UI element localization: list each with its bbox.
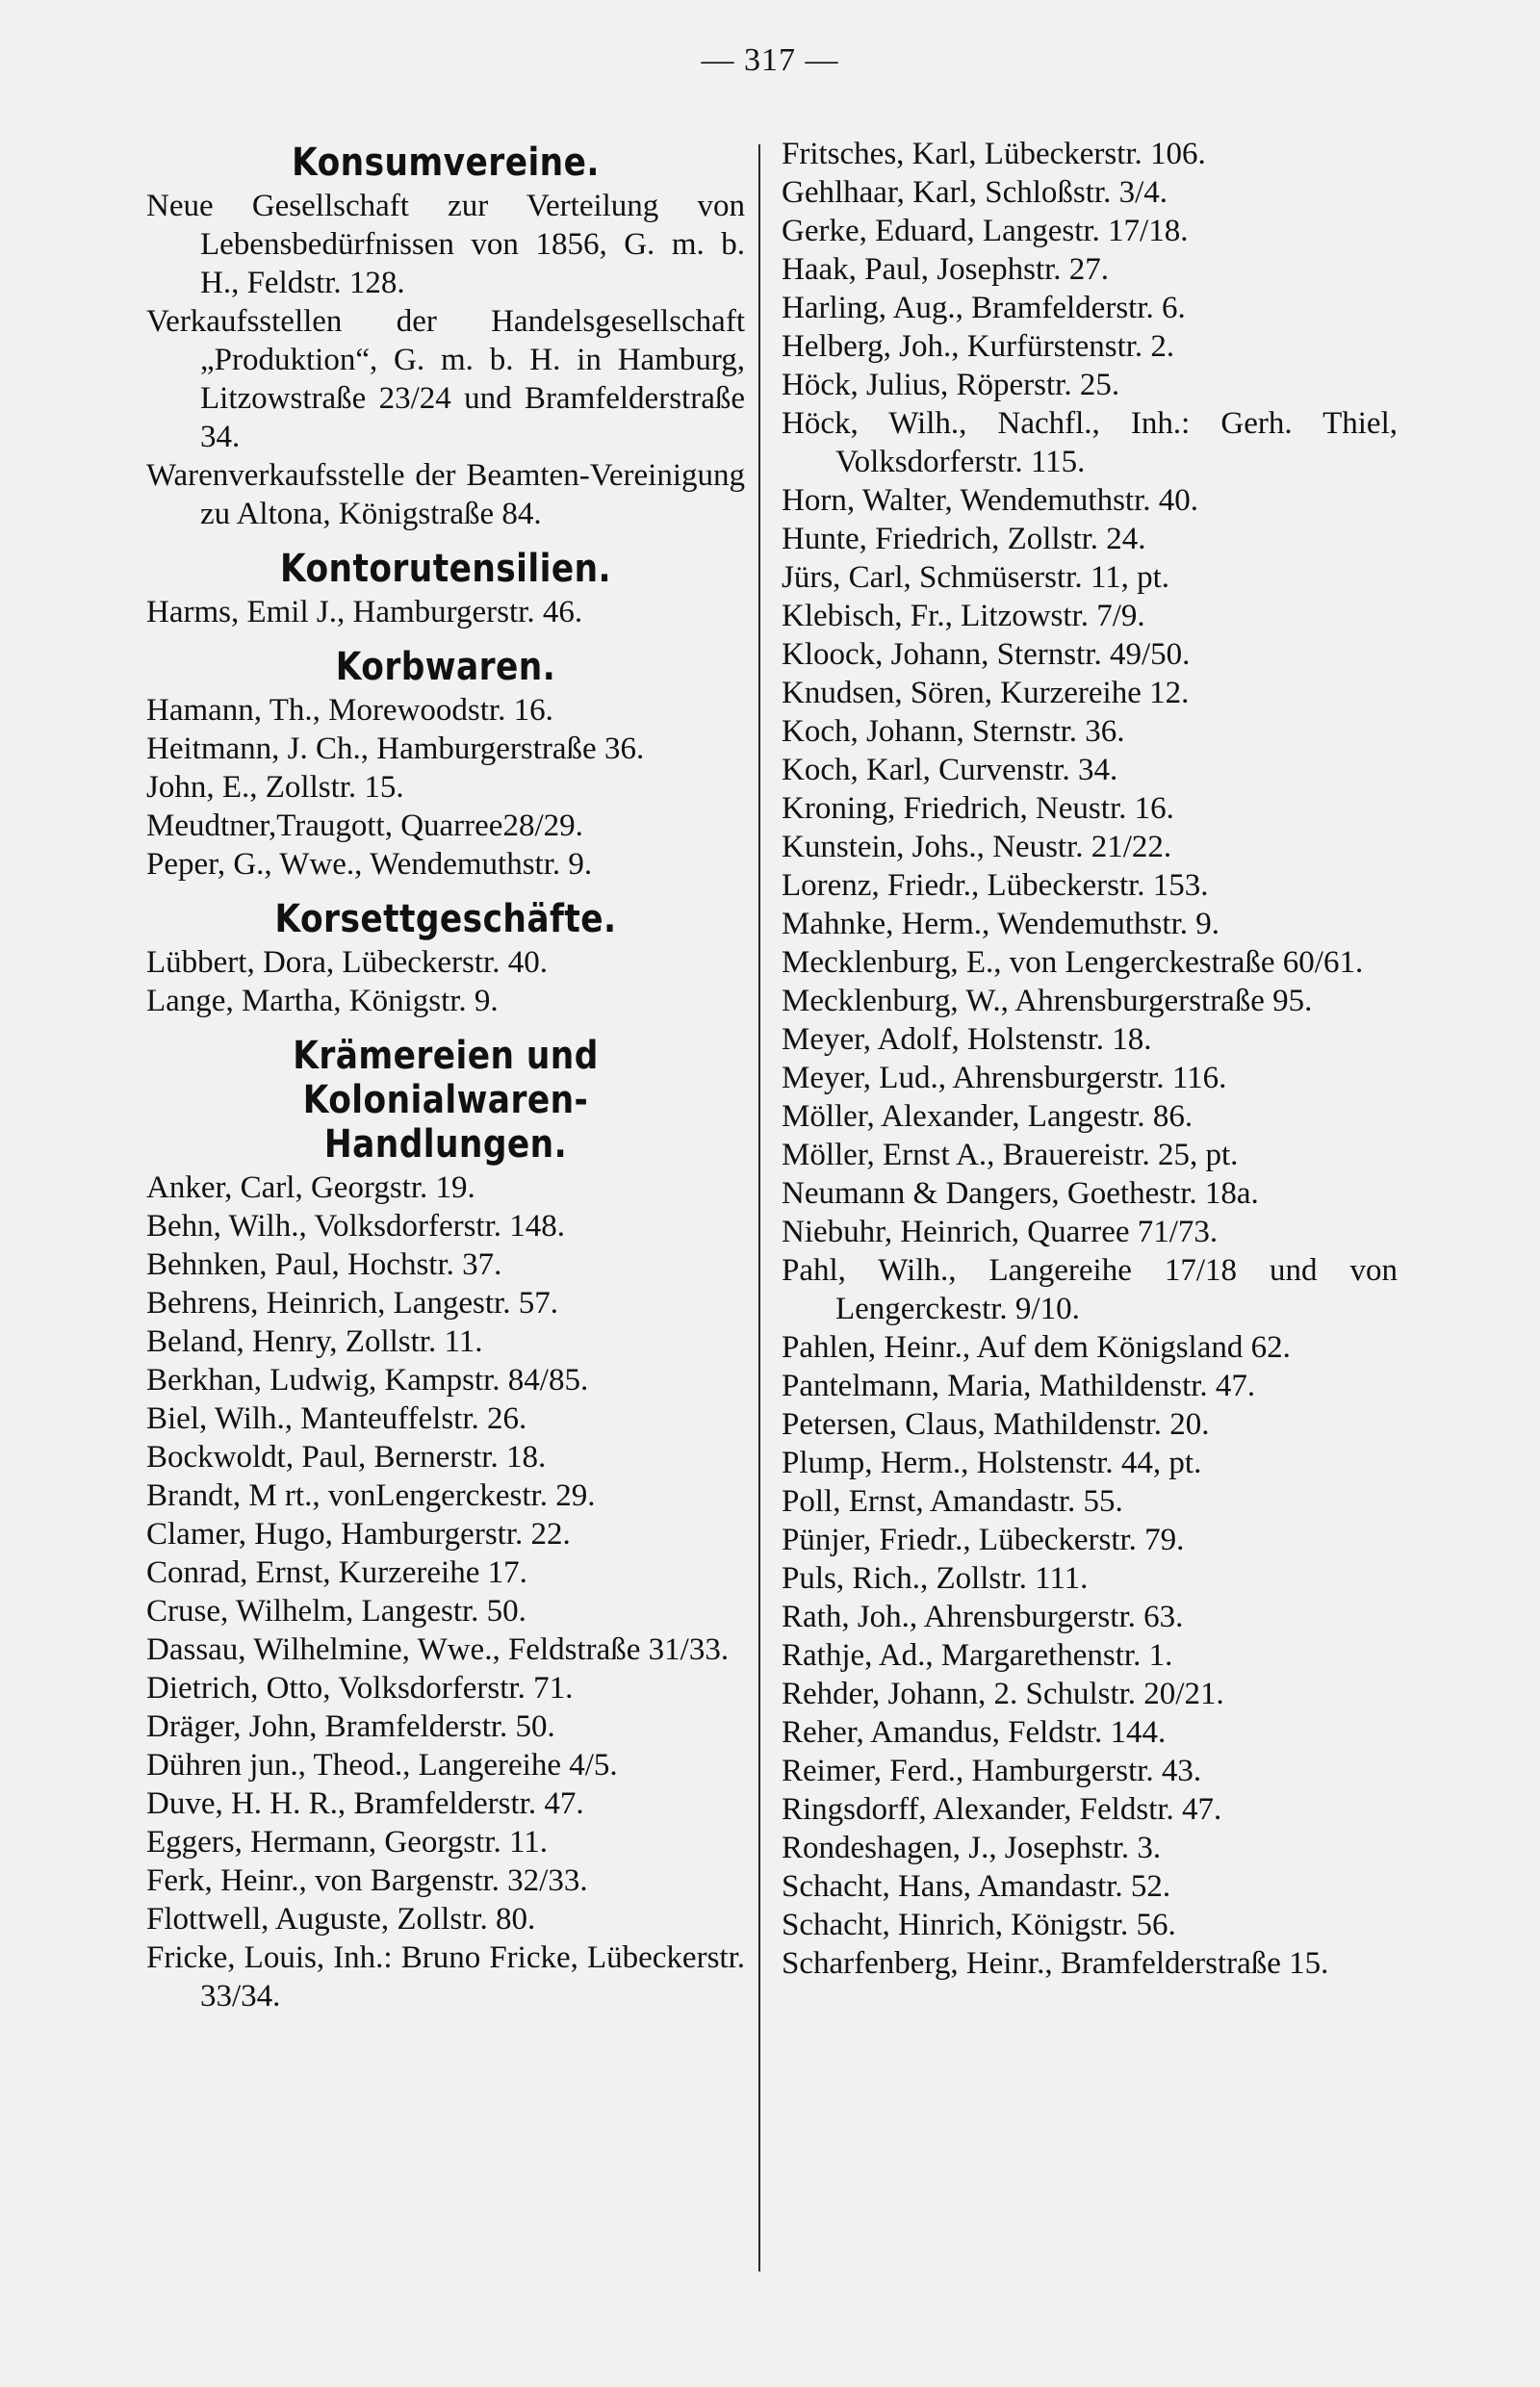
directory-entry: Koch, Karl, Curvenstr. 34. [782, 753, 1118, 787]
directory-entry: Klebisch, Fr., Litzowstr. 7/9. [782, 599, 1145, 633]
directory-entry: Rehder, Johann, 2. Schulstr. 20/21. [782, 1677, 1224, 1711]
directory-entry: Pahlen, Heinr., Auf dem Königsland 62. [782, 1330, 1291, 1365]
section [146, 141, 745, 533]
directory-entry: Bockwoldt, Paul, Bernerstr. 18. [146, 1440, 547, 1475]
directory-entry: Kunstein, Johs., Neustr. 21/22. [782, 830, 1172, 864]
directory-entry: Duve, H. H. R., Bramfelderstr. 47. [146, 1786, 584, 1821]
directory-entry: Harling, Aug., Bramfelderstr. 6. [782, 291, 1186, 325]
directory-entry: Meudtner,Traugott, Quarree28/29. [146, 808, 583, 843]
directory-entry: Ferk, Heinr., von Bargenstr. 32/33. [146, 1863, 588, 1898]
directory-entry: Clamer, Hugo, Hamburgerstr. 22. [146, 1517, 571, 1552]
directory-entry: Dühren jun., Theod., Langereihe 4/5. [146, 1748, 618, 1783]
directory-entry: Neue Gesellschaft zur Verteilung von Lebensbedürfnissen von 1856, G. m. b. H., Feldstr. 128. [146, 189, 745, 300]
directory-entry: Möller, Ernst A., Brauereistr. 25, pt. [782, 1138, 1239, 1172]
directory-entry: Schacht, Hinrich, Königstr. 56. [782, 1908, 1176, 1942]
directory-entry: Petersen, Claus, Mathildenstr. 20. [782, 1407, 1210, 1442]
section-heading: Korsettgeschäfte. [274, 897, 617, 941]
directory-entry: Brandt, M rt., vonLengerckestr. 29. [146, 1478, 596, 1513]
directory-entry: Fritsches, Karl, Lübeckerstr. 106. [782, 137, 1206, 171]
directory-entry: Plump, Herm., Holstenstr. 44, pt. [782, 1446, 1202, 1480]
directory-entry: Beland, Henry, Zollstr. 11. [146, 1324, 483, 1359]
directory-entry: Schacht, Hans, Amandastr. 52. [782, 1869, 1171, 1904]
right-column [782, 135, 1398, 1983]
directory-entry: Hunte, Friedrich, Zollstr. 24. [782, 522, 1146, 556]
section-heading: Konsumvereine. [292, 141, 600, 185]
directory-entry: Niebuhr, Heinrich, Quarree 71/73. [782, 1215, 1219, 1249]
directory-entry: Pünjer, Friedr., Lübeckerstr. 79. [782, 1523, 1185, 1557]
directory-entry: Hamann, Th., Morewoodstr. 16. [146, 693, 553, 728]
directory-entry: Mecklenburg, W., Ahrensburgerstraße 95. [782, 984, 1313, 1018]
directory-entry: Kroning, Friedrich, Neustr. 16. [782, 791, 1174, 826]
directory-entry: Reimer, Ferd., Hamburgerstr. 43. [782, 1754, 1202, 1788]
directory-entry: Conrad, Ernst, Kurzereihe 17. [146, 1555, 527, 1590]
directory-entry: Meyer, Lud., Ahrensburgerstr. 116. [782, 1061, 1227, 1095]
directory-entry: Gehlhaar, Karl, Schloßstr. 3/4. [782, 175, 1168, 210]
directory-entry: Horn, Walter, Wendemuthstr. 40. [782, 483, 1198, 518]
directory-entry: Cruse, Wilhelm, Langestr. 50. [146, 1594, 526, 1629]
directory-entry: Dietrich, Otto, Volksdorferstr. 71. [146, 1671, 574, 1706]
directory-entry: Dassau, Wilhelmine, Wwe., Feldstraße 31/33. [146, 1632, 730, 1667]
section-heading: Kontorutensilien. [279, 547, 612, 591]
directory-entry: Behnken, Paul, Hochstr. 37. [146, 1247, 502, 1282]
directory-entry: Behrens, Heinrich, Langestr. 57. [146, 1286, 558, 1321]
section [146, 1034, 745, 2015]
directory-entry: Rathje, Ad., Margarethenstr. 1. [782, 1638, 1173, 1673]
directory-entry: Fricke, Louis, Inh.: Bruno Fricke, Lübeckerstr. 33/34. [146, 1940, 745, 2014]
directory-entry: Neumann & Dangers, Goethestr. 18a. [782, 1176, 1259, 1211]
directory-entry: Biel, Wilh., Manteuffelstr. 26. [146, 1401, 527, 1436]
directory-entry: Koch, Johann, Sternstr. 36. [782, 714, 1125, 749]
directory-entry: Harms, Emil J., Hamburgerstr. 46. [146, 595, 583, 629]
directory-entry: Kloock, Johann, Sternstr. 49/50. [782, 637, 1191, 672]
directory-entry: Haak, Paul, Josephstr. 27. [782, 252, 1110, 287]
directory-entry: Lübbert, Dora, Lübeckerstr. 40. [146, 945, 548, 980]
left-column [146, 135, 745, 2029]
directory-entry: Gerke, Eduard, Langestr. 17/18. [782, 214, 1189, 248]
section [146, 645, 745, 884]
directory-entry: Helberg, Joh., Kurfürstenstr. 2. [782, 329, 1175, 364]
directory-entry: Anker, Carl, Georgstr. 19. [146, 1170, 475, 1205]
directory-entry: Möller, Alexander, Langestr. 86. [782, 1099, 1194, 1134]
directory-entry: Heitmann, J. Ch., Hamburgerstraße 36. [146, 732, 645, 766]
section [146, 547, 745, 631]
section-heading: Krämereien und Kolonialwaren-Handlungen. [293, 1034, 599, 1167]
directory-entry: Reher, Amandus, Feldstr. 144. [782, 1715, 1167, 1750]
directory-entry: Flottwell, Auguste, Zollstr. 80. [146, 1902, 536, 1937]
directory-entry: Lange, Martha, Königstr. 9. [146, 984, 499, 1018]
directory-entry: Rondeshagen, J., Josephstr. 3. [782, 1831, 1162, 1865]
directory-entry: Warenverkaufsstelle der Beamten-Vereinigung zu Altona, Königstraße 84. [146, 458, 745, 531]
directory-entry: Verkaufsstellen der Handelsgesellschaft „Produktion“, G. m. b. H. in Hamburg, Litzowstraße 23/24 und Bramfelderstraße 34. [146, 304, 745, 454]
column-divider [758, 144, 760, 2272]
directory-entry: Berkhan, Ludwig, Kampstr. 84/85. [146, 1363, 589, 1398]
directory-entry: Behn, Wilh., Volksdorferstr. 148. [146, 1209, 566, 1244]
directory-entry: Pantelmann, Maria, Mathildenstr. 47. [782, 1369, 1256, 1403]
directory-entry: Mahnke, Herm., Wendemuthstr. 9. [782, 907, 1219, 941]
page-number: — 317 — [701, 42, 839, 78]
directory-entry: Poll, Ernst, Amandastr. 55. [782, 1484, 1123, 1519]
directory-entry: Knudsen, Sören, Kurzereihe 12. [782, 676, 1190, 710]
directory-entry: Rath, Joh., Ahrensburgerstr. 63. [782, 1600, 1184, 1634]
directory-entry: Pahl, Wilh., Langereihe 17/18 und von Lengerckestr. 9/10. [782, 1253, 1398, 1326]
section [146, 897, 745, 1020]
directory-entry: Scharfenberg, Heinr., Bramfelderstraße 15. [782, 1946, 1329, 1981]
directory-entry: Höck, Julius, Röperstr. 25. [782, 368, 1120, 402]
directory-entry: John, E., Zollstr. 15. [146, 770, 404, 805]
directory-entry: Meyer, Adolf, Holstenstr. 18. [782, 1022, 1152, 1057]
directory-entry: Ringsdorff, Alexander, Feldstr. 47. [782, 1792, 1222, 1827]
directory-entry: Eggers, Hermann, Georgstr. 11. [146, 1825, 548, 1860]
directory-entry: Jürs, Carl, Schmüserstr. 11, pt. [782, 560, 1170, 595]
directory-entry: Puls, Rich., Zollstr. 111. [782, 1561, 1089, 1596]
directory-entry: Mecklenburg, E., von Lengerckestraße 60/61. [782, 945, 1364, 980]
section-heading: Korbwaren. [335, 645, 556, 689]
directory-entry: Höck, Wilh., Nachfl., Inh.: Gerh. Thiel, Volksdorferstr. 115. [782, 406, 1398, 479]
directory-entry: Peper, G., Wwe., Wendemuthstr. 9. [146, 847, 593, 882]
directory-entry: Lorenz, Friedr., Lübeckerstr. 153. [782, 868, 1209, 903]
directory-entry: Dräger, John, Bramfelderstr. 50. [146, 1709, 555, 1744]
